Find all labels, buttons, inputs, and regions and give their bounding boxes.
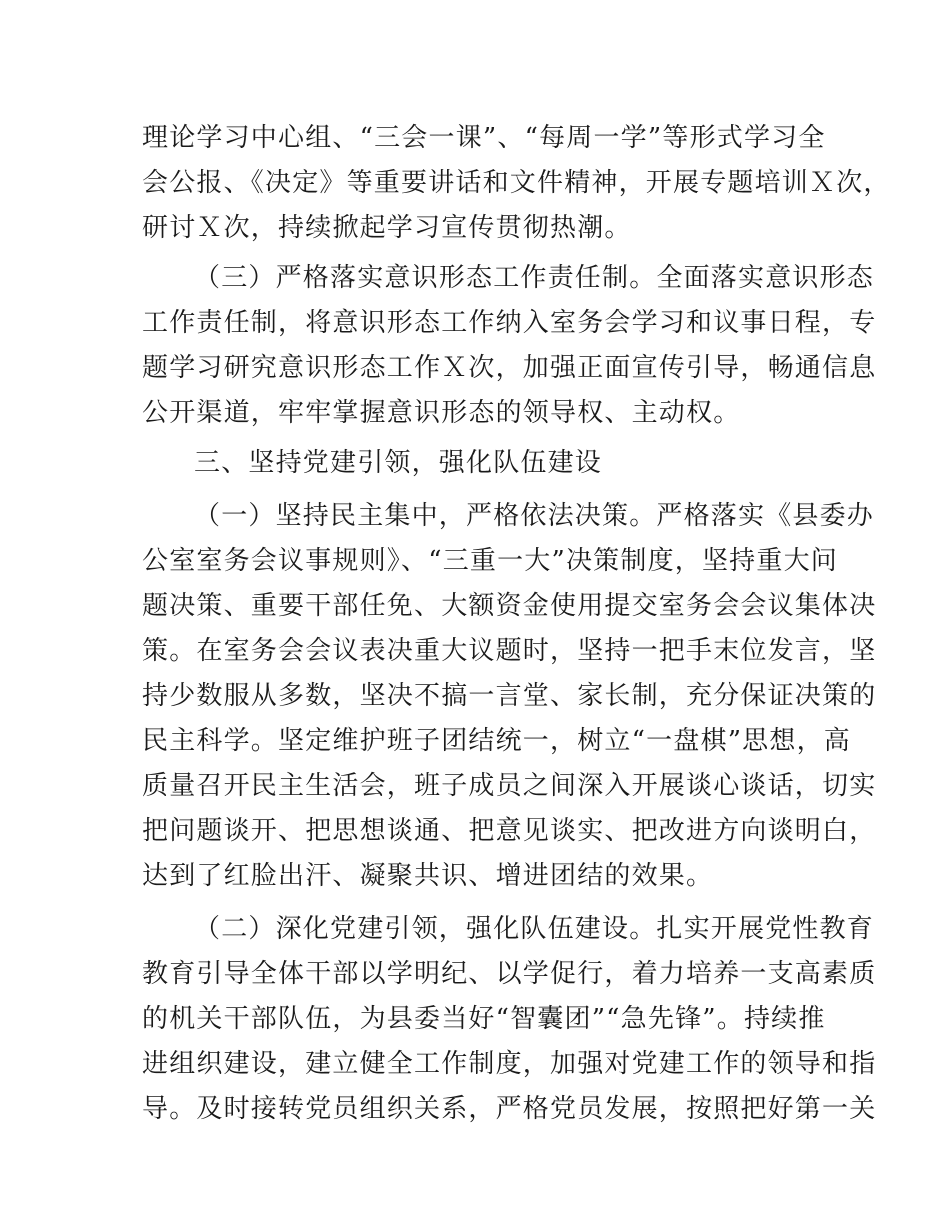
- paragraph-line: 导。及时接转党员组织关系，严格党员发展，按照把好第一关: [142, 1094, 877, 1124]
- paragraph-line: （三）严格落实意识形态工作责任制。全面落实意识形态: [194, 263, 875, 293]
- paragraph-line: 公室室务会议事规则》、“三重一大”决策制度，坚持重大问: [142, 546, 838, 576]
- paragraph-line: 把问题谈开、把思想谈通、把意见谈实、把改进方向谈明白，: [142, 816, 877, 846]
- paragraph-line: 教育引导全体干部以学明纪、以学促行，着力培养一支高素质: [142, 959, 877, 989]
- paragraph-line: 民主科学。坚定维护班子团结统一，树立“一盘棋”思想，高: [142, 726, 851, 756]
- paragraph-line: 理论学习中心组、“三会一课”、“每周一学”等形式学习全: [142, 123, 826, 153]
- section-heading: 三、坚持党建引领，强化队伍建设: [194, 448, 603, 478]
- paragraph-line: 公开渠道，牢牢掌握意识形态的领导权、主动权。: [142, 398, 741, 428]
- paragraph-line: 持少数服从多数，坚决不搞一言堂、家长制，充分保证决策的: [142, 681, 877, 711]
- paragraph-line: 策。在室务会会议表决重大议题时，坚持一把手末位发言，坚: [142, 636, 877, 666]
- paragraph-line: 工作责任制，将意识形态工作纳入室务会学习和议事日程，专: [142, 308, 877, 338]
- paragraph-line: 达到了红脸出汗、凝聚共识、增进团结的效果。: [142, 861, 714, 891]
- paragraph-line: 进组织建设，建立健全工作制度，加强对党建工作的领导和指: [142, 1049, 877, 1079]
- paragraph-line: 研讨Ｘ次，持续掀起学习宣传贯彻热潮。: [142, 213, 632, 243]
- paragraph-line: 题决策、重要干部任免、大额资金使用提交室务会会议集体决: [142, 591, 877, 621]
- paragraph-line: （一）坚持民主集中，严格依法决策。严格落实《县委办: [194, 501, 875, 531]
- paragraph-line: 的机关干部队伍，为县委当好“智囊团”“急先锋”。持续推: [142, 1004, 826, 1034]
- paragraph-line: 题学习研究意识形态工作Ｘ次，加强正面宣传引导，畅通信息: [142, 353, 877, 383]
- paragraph-line: （二）深化党建引领，强化队伍建设。扎实开展党性教育: [194, 914, 875, 944]
- paragraph-line: 质量召开民主生活会，班子成员之间深入开展谈心谈话，切实: [142, 771, 877, 801]
- paragraph-line: 会公报、《决定》等重要讲话和文件精神，开展专题培训Ｘ次，: [142, 168, 891, 198]
